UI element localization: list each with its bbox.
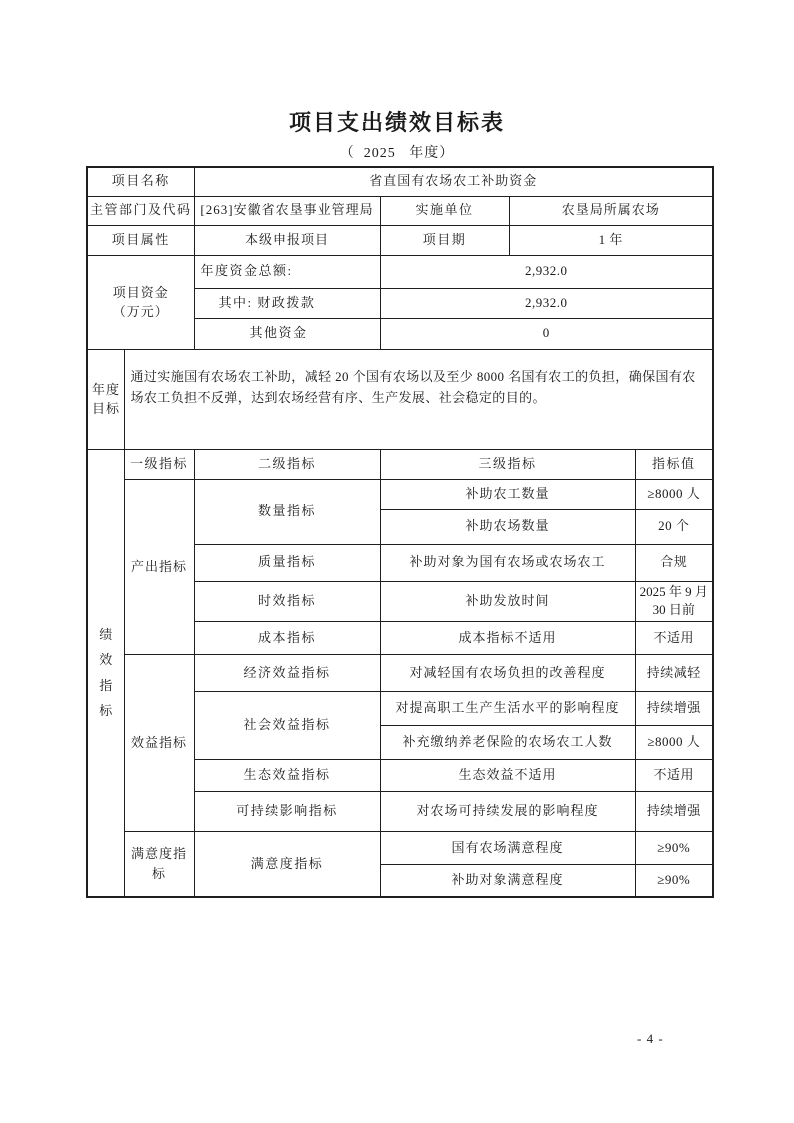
indicator-row: [87, 832, 713, 865]
indicator-name: 成本指标不适用: [380, 622, 635, 655]
level2-social: 社会效益指标: [194, 692, 380, 760]
level2-satisfaction: 满意度指标: [194, 832, 380, 897]
indicator-row: [87, 479, 713, 509]
level1-satisfaction: 满意度指标: [124, 832, 194, 897]
indicator-value: ≥90%: [635, 832, 713, 865]
level2-ecological: 生态效益指标: [194, 760, 380, 792]
indicator-value: ≥90%: [635, 865, 713, 897]
performance-target-table: [86, 166, 714, 898]
indicator-name: 补充缴纳养老保险的农场农工人数: [380, 726, 635, 760]
impl-unit-value: 农垦局所属农场: [509, 196, 713, 225]
indicator-name: 生态效益不适用: [380, 760, 635, 792]
funds-label: 项目资金（万元）: [87, 255, 194, 349]
funds-other-value: 0: [380, 318, 713, 349]
indicator-value: 持续增强: [635, 792, 713, 832]
indicator-name: 补助农场数量: [380, 509, 635, 544]
period-label: 项目期: [380, 225, 509, 255]
annual-goal-text: 通过实施国有农场农工补助，减轻 20 个国有农场以及至少 8000 名国有农工的负担，确保国有农场农工负担不反弹，达到农场经营有序、生产发展、社会稳定的目的。: [124, 349, 713, 449]
level2-quantity: 数量指标: [194, 479, 380, 544]
table-row: [87, 255, 713, 288]
annual-goal-label: 年度目标: [87, 349, 124, 449]
header-level1: 一级指标: [124, 449, 194, 479]
indicator-value: ≥8000 人: [635, 479, 713, 509]
funds-fiscal-label: 其中: 财政拨款: [194, 288, 380, 318]
attr-label: 项目属性: [87, 225, 194, 255]
header-level2: 二级指标: [194, 449, 380, 479]
header-value: 指标值: [635, 449, 713, 479]
indicator-name: 对农场可持续发展的影响程度: [380, 792, 635, 832]
document-title: 项目支出绩效目标表: [288, 110, 505, 135]
table-row: [87, 196, 713, 225]
page-number: - 4 -: [637, 1031, 664, 1046]
indicator-name: 国有农场满意程度: [380, 832, 635, 865]
level1-benefit: 效益指标: [124, 655, 194, 832]
funds-other-label: 其他资金: [194, 318, 380, 349]
indicator-value: 不适用: [635, 622, 713, 655]
indicator-value: 持续增强: [635, 692, 713, 726]
level2-timeliness: 时效指标: [194, 581, 380, 622]
dept-label: 主管部门及代码: [87, 196, 194, 225]
level2-quality: 质量指标: [194, 544, 380, 581]
level2-sustainable: 可持续影响指标: [194, 792, 380, 832]
indicator-name: 对减轻国有农场负担的改善程度: [380, 655, 635, 692]
indicator-row: [87, 655, 713, 692]
level2-economic: 经济效益指标: [194, 655, 380, 692]
indicator-value: 持续减轻: [635, 655, 713, 692]
indicator-name: 补助农工数量: [380, 479, 635, 509]
table-row: [87, 349, 713, 449]
header-level3: 三级指标: [380, 449, 635, 479]
funds-fiscal-value: 2,932.0: [380, 288, 713, 318]
indicator-value: 20 个: [635, 509, 713, 544]
table-row: [87, 449, 713, 479]
dept-value: [263]安徽省农垦事业管理局: [194, 196, 380, 225]
project-name-value: 省直国有农场农工补助资金: [194, 167, 713, 196]
table-row: [87, 167, 713, 196]
funds-total-label: 年度资金总额:: [194, 255, 380, 288]
document-year-subtitle: （ 2025 年度）: [339, 146, 455, 161]
indicators-section-label: 绩效指标: [87, 449, 124, 897]
table-row: [87, 225, 713, 255]
level2-cost: 成本指标: [194, 622, 380, 655]
indicator-name: 对提高职工生产生活水平的影响程度: [380, 692, 635, 726]
indicator-name: 补助对象为国有农场或农场农工: [380, 544, 635, 581]
indicator-value: ≥8000 人: [635, 726, 713, 760]
project-name-label: 项目名称: [87, 167, 194, 196]
indicator-name: 补助对象满意程度: [380, 865, 635, 897]
indicator-value: 2025 年 9 月 30 日前: [635, 581, 713, 622]
level1-output: 产出指标: [124, 479, 194, 655]
indicator-name: 补助发放时间: [380, 581, 635, 622]
indicator-value: 合规: [635, 544, 713, 581]
period-value: 1 年: [509, 225, 713, 255]
funds-total-value: 2,932.0: [380, 255, 713, 288]
indicator-value: 不适用: [635, 760, 713, 792]
impl-unit-label: 实施单位: [380, 196, 509, 225]
attr-value: 本级申报项目: [194, 225, 380, 255]
